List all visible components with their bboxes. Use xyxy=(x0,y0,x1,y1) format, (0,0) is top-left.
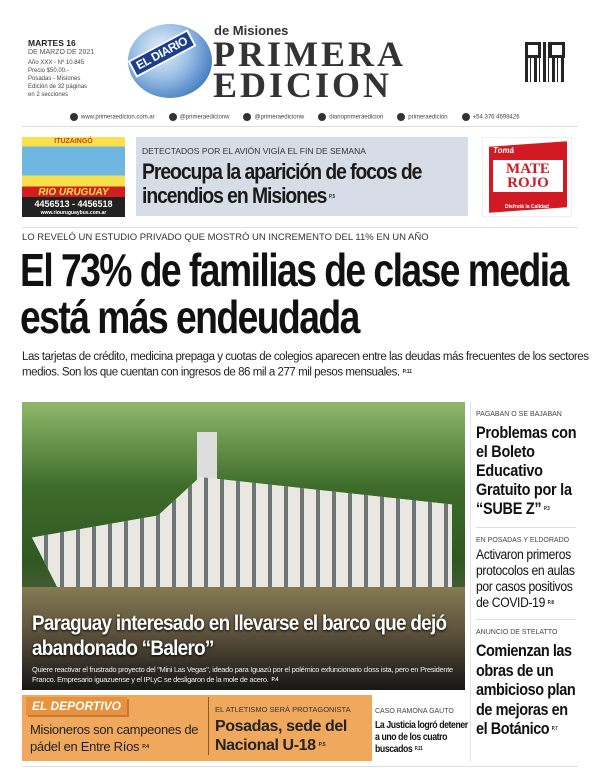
deportivo-section[interactable] xyxy=(22,695,372,761)
divider xyxy=(208,697,209,755)
logo-subtitle: de Misiones xyxy=(214,23,289,38)
instagram-link[interactable] xyxy=(318,113,383,121)
logo-edicion: EDICION xyxy=(213,65,393,105)
headline: Preocupa la aparición de focos de incendios en Misiones P.5 xyxy=(142,159,422,208)
ad-slogan: Disfrutá la Calidad xyxy=(505,204,549,210)
twitter-link[interactable] xyxy=(169,113,230,121)
website-link[interactable] xyxy=(70,113,155,121)
whatsapp-link[interactable] xyxy=(462,113,520,121)
date-day: MARTES 16 xyxy=(28,38,76,48)
globe-icon xyxy=(70,113,78,121)
link-text: @primeraedicionw xyxy=(254,114,305,121)
top-story[interactable] xyxy=(136,137,468,216)
ad-url: www.riouruguaybus.com.ar xyxy=(40,210,107,216)
divider xyxy=(476,527,576,528)
youtube-icon xyxy=(397,113,405,121)
ship-image xyxy=(32,477,452,587)
kicker: PAGABAN O SE BAJABAN xyxy=(476,411,562,418)
kicker: DETECTADOS POR EL AVIÓN VIGÍA EL FIN DE SEMANA xyxy=(142,146,366,156)
divider xyxy=(22,126,578,127)
section-tag: EL DEPORTIVO xyxy=(26,697,127,715)
link-text: primeraedicion xyxy=(408,114,448,121)
link-text: +54 376 4698426 xyxy=(472,114,520,121)
kicker: CASO RAMONA GAUTO xyxy=(375,708,454,715)
lead-headline[interactable]: El 73% de familias de clase media está más endeudada xyxy=(20,244,568,343)
logo-primera: PRIMERA xyxy=(213,34,406,74)
whatsapp-icon xyxy=(462,113,470,121)
ad-toma: Tomá xyxy=(493,146,515,155)
headline: Posadas, sede del Nacional U-18 P.5 xyxy=(215,718,347,754)
ad-brand: RIO URUGUAY xyxy=(38,187,109,198)
side-story[interactable] xyxy=(476,536,580,611)
headline: Comienzan las obras de un ambicioso plan de mejoras en el Botánico P.7 xyxy=(476,641,576,739)
link-text: www.primeraedicion.com.ar xyxy=(81,114,155,121)
lead-deck: Las tarjetas de crédito, medicina prepaga y cuotas de colegios aparecen entre las deudas más frecuentes de los sectores medios. Son los que cuentan con ingresos de 86 mil a 277 mil pesos mensuales. P.11 xyxy=(22,351,589,379)
info-line: Año XXX - Nº 10.845 xyxy=(28,60,85,66)
ad-rio-uruguay[interactable] xyxy=(22,137,125,217)
lead-story xyxy=(22,232,592,381)
page-ref: P.4 xyxy=(271,677,279,683)
ad-title: ITUZAINGÓ xyxy=(54,138,93,145)
ad-mate-rojo[interactable] xyxy=(482,137,572,217)
info-line: Edición de 32 páginas xyxy=(28,84,88,90)
facebook-icon xyxy=(243,113,251,121)
edition-info xyxy=(28,38,128,99)
ad-brand: MATE ROJO xyxy=(493,160,563,192)
info-line: Posadas - Misiones xyxy=(28,76,81,82)
headline: Misioneros son campeones de pádel en Entre Ríos P.4 xyxy=(30,722,199,754)
photo-headline: Paraguay interesado en llevarse el barco que dejó abandonado “Balero” xyxy=(32,611,447,660)
date-rest: DE MARZO DE 2021 xyxy=(28,49,95,56)
ad-phones: 4456513 - 4456518 xyxy=(34,199,113,209)
facebook-link[interactable] xyxy=(243,113,304,121)
link-text: @primeraedicionw xyxy=(179,114,230,121)
headline: Problemas con el Boleto Educativo Gratuito por la “SUBE Z” P.3 xyxy=(476,423,577,518)
side-column xyxy=(476,410,580,740)
ship-photo-story[interactable] xyxy=(22,402,465,690)
divider xyxy=(22,766,578,767)
instagram-icon xyxy=(318,113,326,121)
photo-caption xyxy=(32,611,462,685)
kicker: EN POSADAS Y ELDORADO xyxy=(476,537,570,545)
social-links xyxy=(70,113,520,121)
side-story[interactable] xyxy=(476,410,580,519)
page-ref: P.5 xyxy=(329,194,336,201)
headline: La Justicia logró detener a uno de los cuatro buscados P.21 xyxy=(375,719,468,755)
logo-badge: EL DIARIO xyxy=(128,29,197,78)
headline: Activaron primeros protocolos en aulas por casos positivos de COVID-19 P.8 xyxy=(476,547,575,611)
twitter-icon xyxy=(169,113,177,121)
page-ref: P.11 xyxy=(402,369,413,375)
lead-kicker: LO REVELÓ UN ESTUDIO PRIVADO QUE MOSTRÓ UN INCREMENTO DEL 11% EN UN AÑO xyxy=(22,232,429,243)
youtube-link[interactable] xyxy=(397,113,447,121)
qr-code[interactable] xyxy=(525,42,565,82)
column-divider xyxy=(470,402,471,762)
divider xyxy=(22,227,578,228)
side-story[interactable] xyxy=(476,628,580,739)
info-line: en 2 secciones xyxy=(28,92,69,98)
kicker: EL ATLETISMO SERÁ PROTAGONISTA xyxy=(215,705,351,714)
divider xyxy=(476,619,576,620)
caso-story[interactable] xyxy=(375,707,468,755)
link-text: diarioprimeraedicion xyxy=(329,114,384,121)
photo-deck: Quiere reactivar el frustrado proyecto del "Mini Las Vegas", ideado para Iguazú por el polémico exfuncionario closs ista, pero en Presidente Franco. Empresario iguazuense y el IPLyC se desligaron de la mole de acero. P.4 xyxy=(32,664,453,684)
kicker: ANUNCIO DE STELATTO xyxy=(476,629,558,637)
info-line: Precio $50,00.- xyxy=(28,68,69,74)
